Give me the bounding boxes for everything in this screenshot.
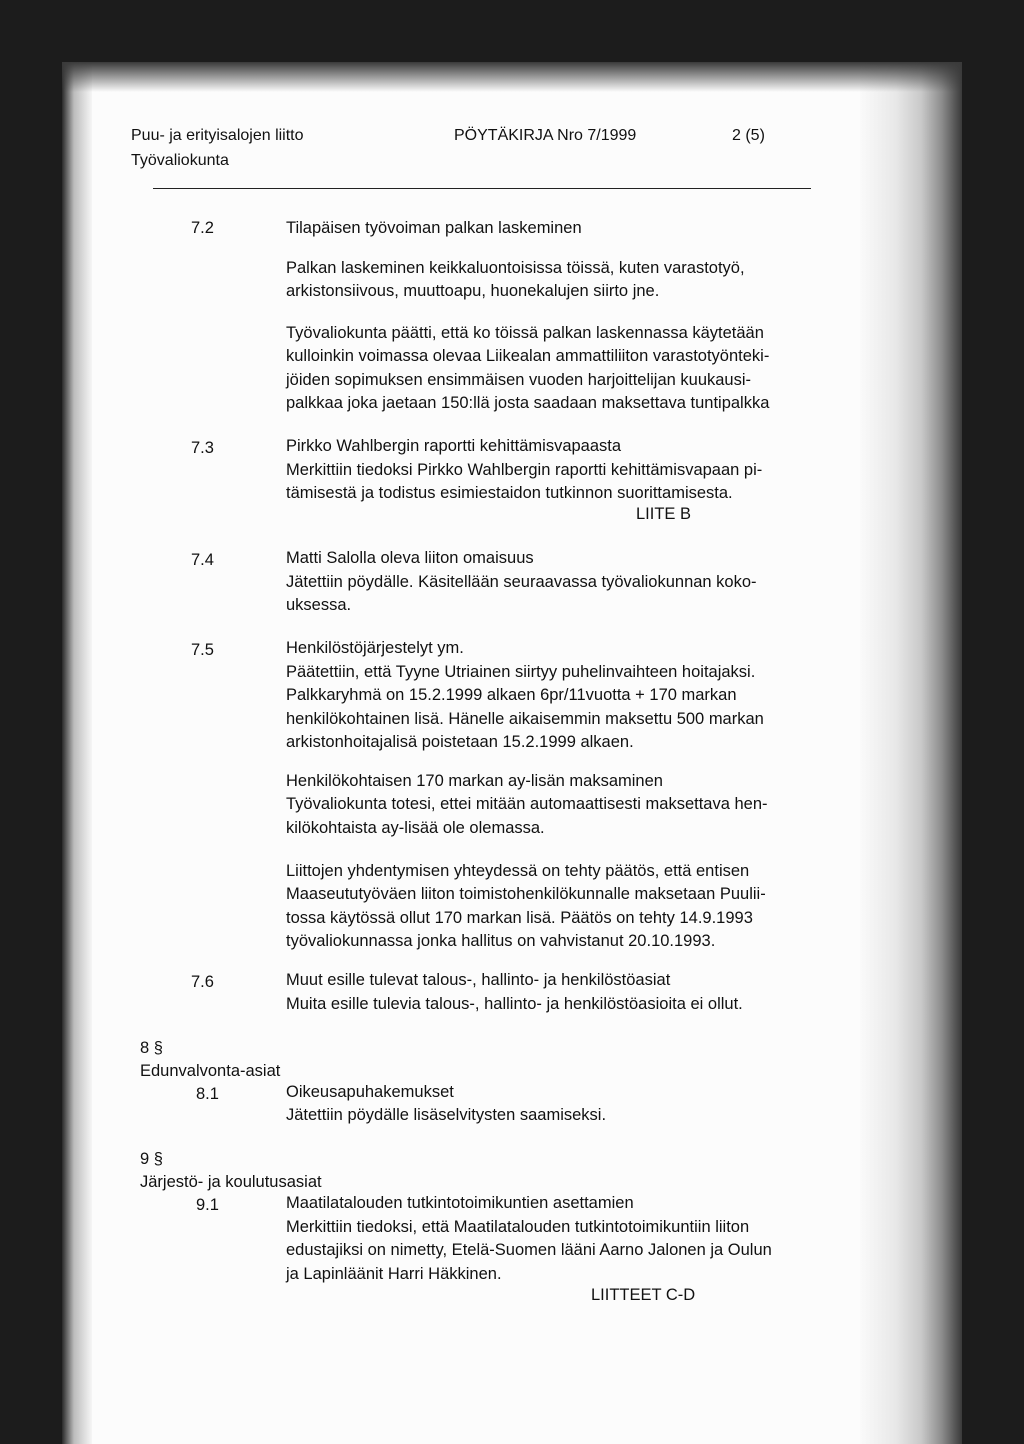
page-binding-shadow <box>62 62 92 1444</box>
text-line: kulloinkin voimassa olevaa Liikealan ammattiliiton varastotyönteki- <box>286 347 770 366</box>
paragraph <box>286 257 745 304</box>
text-line: Henkilökohtaisen 170 markan ay-lisän maksaminen <box>286 772 663 790</box>
text-line: Työvaliokunta päätti, että ko töissä palkan laskennassa käytetään <box>286 324 764 342</box>
section-number: 7.6 <box>191 973 214 991</box>
page-number: 2 (5) <box>732 127 765 144</box>
text-line: kilökohtaista ay-lisää ole olemassa. <box>286 818 545 837</box>
text-line: Jätettiin pöydälle lisäselvitysten saamiseksi. <box>286 1106 607 1124</box>
paragraph <box>286 993 743 1016</box>
section-title: Pirkko Wahlbergin raportti kehittämisvapaasta <box>286 437 622 455</box>
text-line: arkistonsiivous, muuttoapu, huonekalujen siirto jne. <box>286 282 660 301</box>
text-line: Palkan laskeminen keikkaluontoisissa töissä, kuten varastotyö, <box>286 259 745 277</box>
committee-name: Työvaliokunta <box>131 152 229 169</box>
paragraph <box>286 661 764 754</box>
section-number: 8.1 <box>196 1085 219 1103</box>
section-title: Oikeusapuhakemukset <box>286 1083 454 1101</box>
page-top-shadow <box>62 62 962 92</box>
paragraph <box>286 860 766 953</box>
section-number: 9.1 <box>196 1196 219 1214</box>
text-line: Jätettiin pöydälle. Käsitellään seuraavassa työvaliokunnan koko- <box>286 573 757 591</box>
text-line: Maaseututyöväen liiton toimistohenkilökunnalle maksetaan Puulii- <box>286 885 766 904</box>
section-title: Maatilatalouden tutkintotoimikuntien asettamien <box>286 1194 634 1212</box>
paragraph <box>286 1216 772 1286</box>
text-line: Merkittiin tiedoksi, että Maatilatalouden tutkintotoimikuntiin liiton <box>286 1218 750 1236</box>
text-line: tämisestä ja todistus esimiestaidon tutkinnon suorittamisesta. <box>286 484 733 503</box>
header-rule <box>153 188 811 189</box>
paragraph <box>286 571 757 618</box>
text-line: uksessa. <box>286 596 352 615</box>
section-number: 7.5 <box>191 641 214 659</box>
text-line: Työvaliokunta totesi, ettei mitään automaattisesti maksettava hen- <box>286 795 768 814</box>
text-line: Päätettiin, että Tyyne Utriainen siirtyy puhelinvaihteen hoitajaksi. <box>286 663 756 681</box>
text-line: Muita esille tulevia talous-, hallinto- ja henkilöstöasioita ei ollut. <box>286 995 743 1013</box>
text-line: Liittojen yhdentymisen yhteydessä on tehty päätös, että entisen <box>286 862 750 880</box>
text-line: jöiden sopimuksen ensimmäisen vuoden harjoittelijan kuukausi- <box>286 370 752 389</box>
document-title: PÖYTÄKIRJA Nro 7/1999 <box>454 127 637 144</box>
attachment-label: LIITE B <box>636 505 692 523</box>
section-number: 7.4 <box>191 551 214 569</box>
paragraph-heading: Järjestö- ja koulutusasiat <box>140 1173 322 1191</box>
paragraph <box>286 770 768 840</box>
paragraph-mark: 9 § <box>140 1150 163 1168</box>
paragraph-heading: Edunvalvonta-asiat <box>140 1062 281 1080</box>
page-edge-shading <box>860 62 962 1444</box>
paragraph <box>286 322 769 415</box>
text-line: Palkkaryhmä on 15.2.1999 alkaen 6pr/11vuotta + 170 markan <box>286 686 737 705</box>
text-line: tossa käytössä ollut 170 markan lisä. Päätös on tehty 14.9.1993 <box>286 908 753 927</box>
text-line: työvaliokunnassa jonka hallitus on vahvistanut 20.10.1993. <box>286 931 716 950</box>
section-title: Henkilöstöjärjestelyt ym. <box>286 639 464 657</box>
text-line: Merkittiin tiedoksi Pirkko Wahlbergin raportti kehittämisvapaan pi- <box>286 461 763 479</box>
section-title: Tilapäisen työvoiman palkan laskeminen <box>286 219 582 237</box>
text-line: arkistonhoitajalisä poistetaan 15.2.1999 alkaen. <box>286 732 634 751</box>
attachment-label: LIITTEET C-D <box>591 1286 696 1304</box>
paragraph-mark: 8 § <box>140 1039 163 1057</box>
section-title: Muut esille tulevat talous-, hallinto- ja henkilöstöasiat <box>286 971 671 989</box>
section-number: 7.2 <box>191 219 214 237</box>
org-name: Puu- ja erityisalojen liitto <box>131 127 304 144</box>
text-line: edustajiksi on nimetty, Etelä-Suomen lääni Aarno Jalonen ja Oulun <box>286 1241 772 1260</box>
paragraph <box>286 459 762 506</box>
section-number: 7.3 <box>191 439 214 457</box>
text-line: henkilökohtainen lisä. Hänelle aikaisemmin maksettu 500 markan <box>286 709 764 728</box>
text-line: ja Lapinläänit Harri Häkkinen. <box>286 1264 502 1283</box>
section-title: Matti Salolla oleva liiton omaisuus <box>286 549 534 567</box>
text-line: palkkaa joka jaetaan 150:llä josta saadaan maksettava tuntipalkka <box>286 393 770 412</box>
